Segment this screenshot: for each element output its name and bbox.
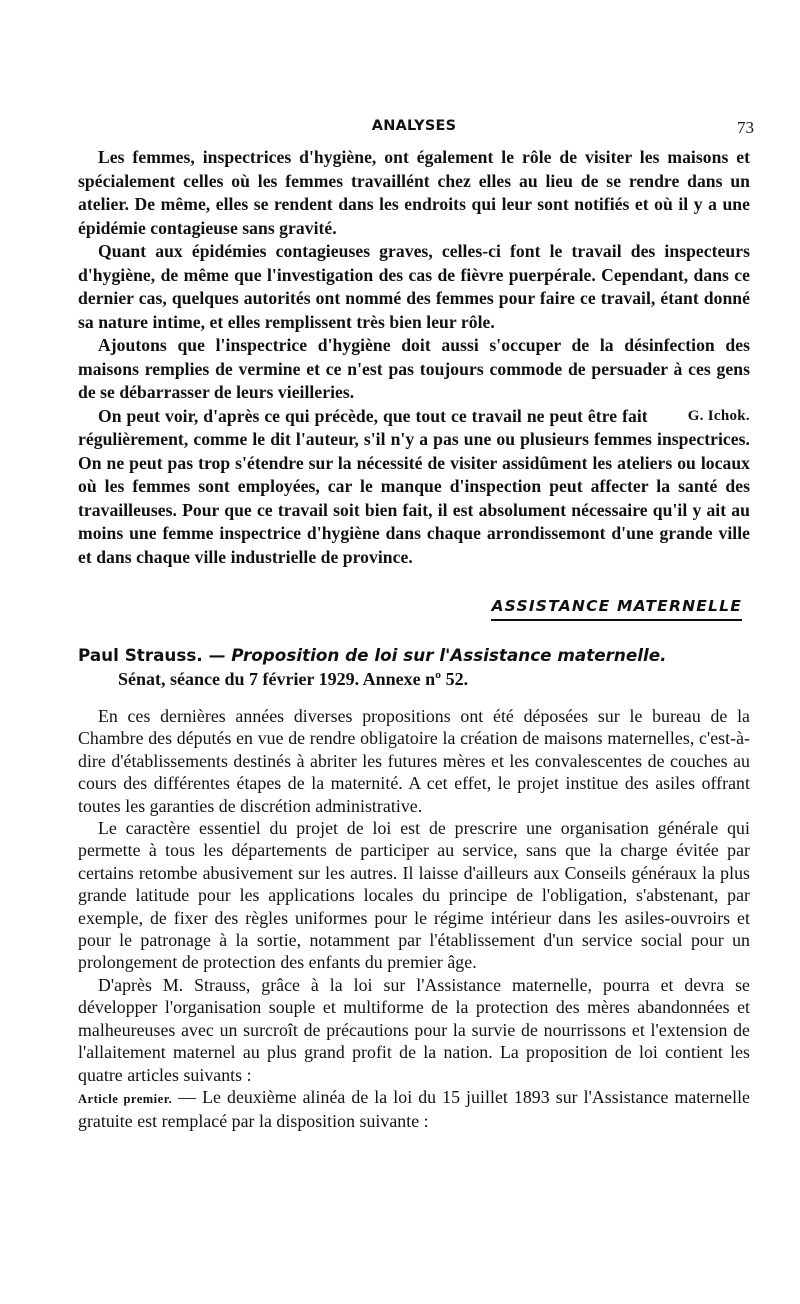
running-title: ANALYSES xyxy=(371,118,457,134)
review-body xyxy=(78,146,750,569)
paragraph: Ajoutons que l'inspectrice d'hygiène doit aussi s'occuper de la désinfection des maisons remplies de vermine et ce n'est pas toujours commode de persuader à ces gens de se débarrasser de leurs vieilleries. xyxy=(78,335,750,402)
article-label: Article premier. xyxy=(78,1091,173,1106)
article-paragraph xyxy=(78,1086,750,1133)
paragraph: Les femmes, inspectrices d'hygiène, ont également le rôle de visiter les maisons et spécialement celles où les femmes travaillént chez elles au lieu de se rendre dans un atelier. De même, elles se rendent dans les endroits qui leur sont notifiés et où il y a une épidémie contagieuse sans gravité. xyxy=(78,147,750,238)
entry-title: Proposition de loi sur l'Assistance maternelle. xyxy=(231,645,667,665)
section-heading: ASSISTANCE MATERNELLE xyxy=(491,597,742,621)
paragraph-with-signature xyxy=(78,405,750,570)
paragraph: Le caractère essentiel du projet de loi est de prescrire une organisation générale qui permette à tous les départements de participer au service, sans que la charge évitée par certains retombe abusivement sur les autres. Il laisse d'ailleurs aux Conseils généraux la plus grande latitude pour les applications locales du principe de l'obligation, s'abstenant, par exemple, de fixer des règles uniformes pour le régime intérieur dans les asiles-ouvroirs et pour le patronage à la sortie, notamment par l'établissement d'un service social pour un prolongement de protection des enfants du premier âge. xyxy=(78,818,750,973)
paragraph: Quant aux épidémies contagieuses graves, celles-ci font le travail des inspecteurs d'hygiène, de même que l'investigation des cas de fièvre puerpérale. Cependant, dans ce dernier cas, quelques autorités ont nommé des femmes pour faire ce travail, étant donné sa nature intime, et elles remplissent très bien leur rôle. xyxy=(78,241,750,332)
section-heading-block xyxy=(78,597,750,621)
running-header xyxy=(78,118,754,146)
document-page xyxy=(78,118,754,1133)
article-text: — Le deuxième alinéa de la loi du 15 juillet 1893 sur l'Assistance maternelle gratuite est remplacé par la disposition suivante : xyxy=(78,1086,750,1132)
entry-body xyxy=(78,705,750,1133)
paragraph: D'après M. Strauss, grâce à la loi sur l'Assistance maternelle, pourra et devra se développer l'organisation souple et multiforme de la protection des mères abandonnées et malheureuses avec un surcroît de précautions pour la survie de nourrissons et l'extension de l'allaitement maternel au plus grand profit de la nation. La proposition de loi contient les quatre articles suivants : xyxy=(78,974,750,1085)
paragraph-text: On peut voir, d'après ce qui précède, que tout ce travail ne peut être fait régulièrement, comme le dit l'auteur, s'il n'y a pas une ou plusieurs femmes inspectrices. On ne peut pas trop s'étendre sur la nécessité de visiter assidûment les ateliers ou locaux où les femmes sont employées, car le manque d'inspection peut affecter la santé des travailleuses. Pour que ce travail soit bien fait, il est absolument nécessaire qu'il y ait au moins une femme inspectrice d'hygiène dans chaque arrondissemont d'une grande ville et dans chaque ville industrielle de province. xyxy=(78,405,750,567)
entry-citation xyxy=(78,643,750,691)
citation-line xyxy=(78,643,750,667)
paragraph: En ces dernières années diverses propositions ont été déposées sur le bureau de la Chambre des députés en vue de rendre obligatoire la création de maisons maternelles, c'est-à-dire d'établissements destinés à abriter les futures mères et les convalescentes de couches au cours des différentes étapes de la maternité. A cet effet, le projet institue des asiles offrant toutes les garanties de discrétion administrative. xyxy=(78,706,750,816)
entry-source: Sénat, séance du 7 février 1929. Annexe nº 52. xyxy=(118,669,469,689)
signature: G. Ichok. xyxy=(687,407,750,424)
citation-separator: — xyxy=(208,645,226,665)
entry-author: Paul Strauss. xyxy=(78,645,203,665)
page-number: 73 xyxy=(737,118,754,137)
